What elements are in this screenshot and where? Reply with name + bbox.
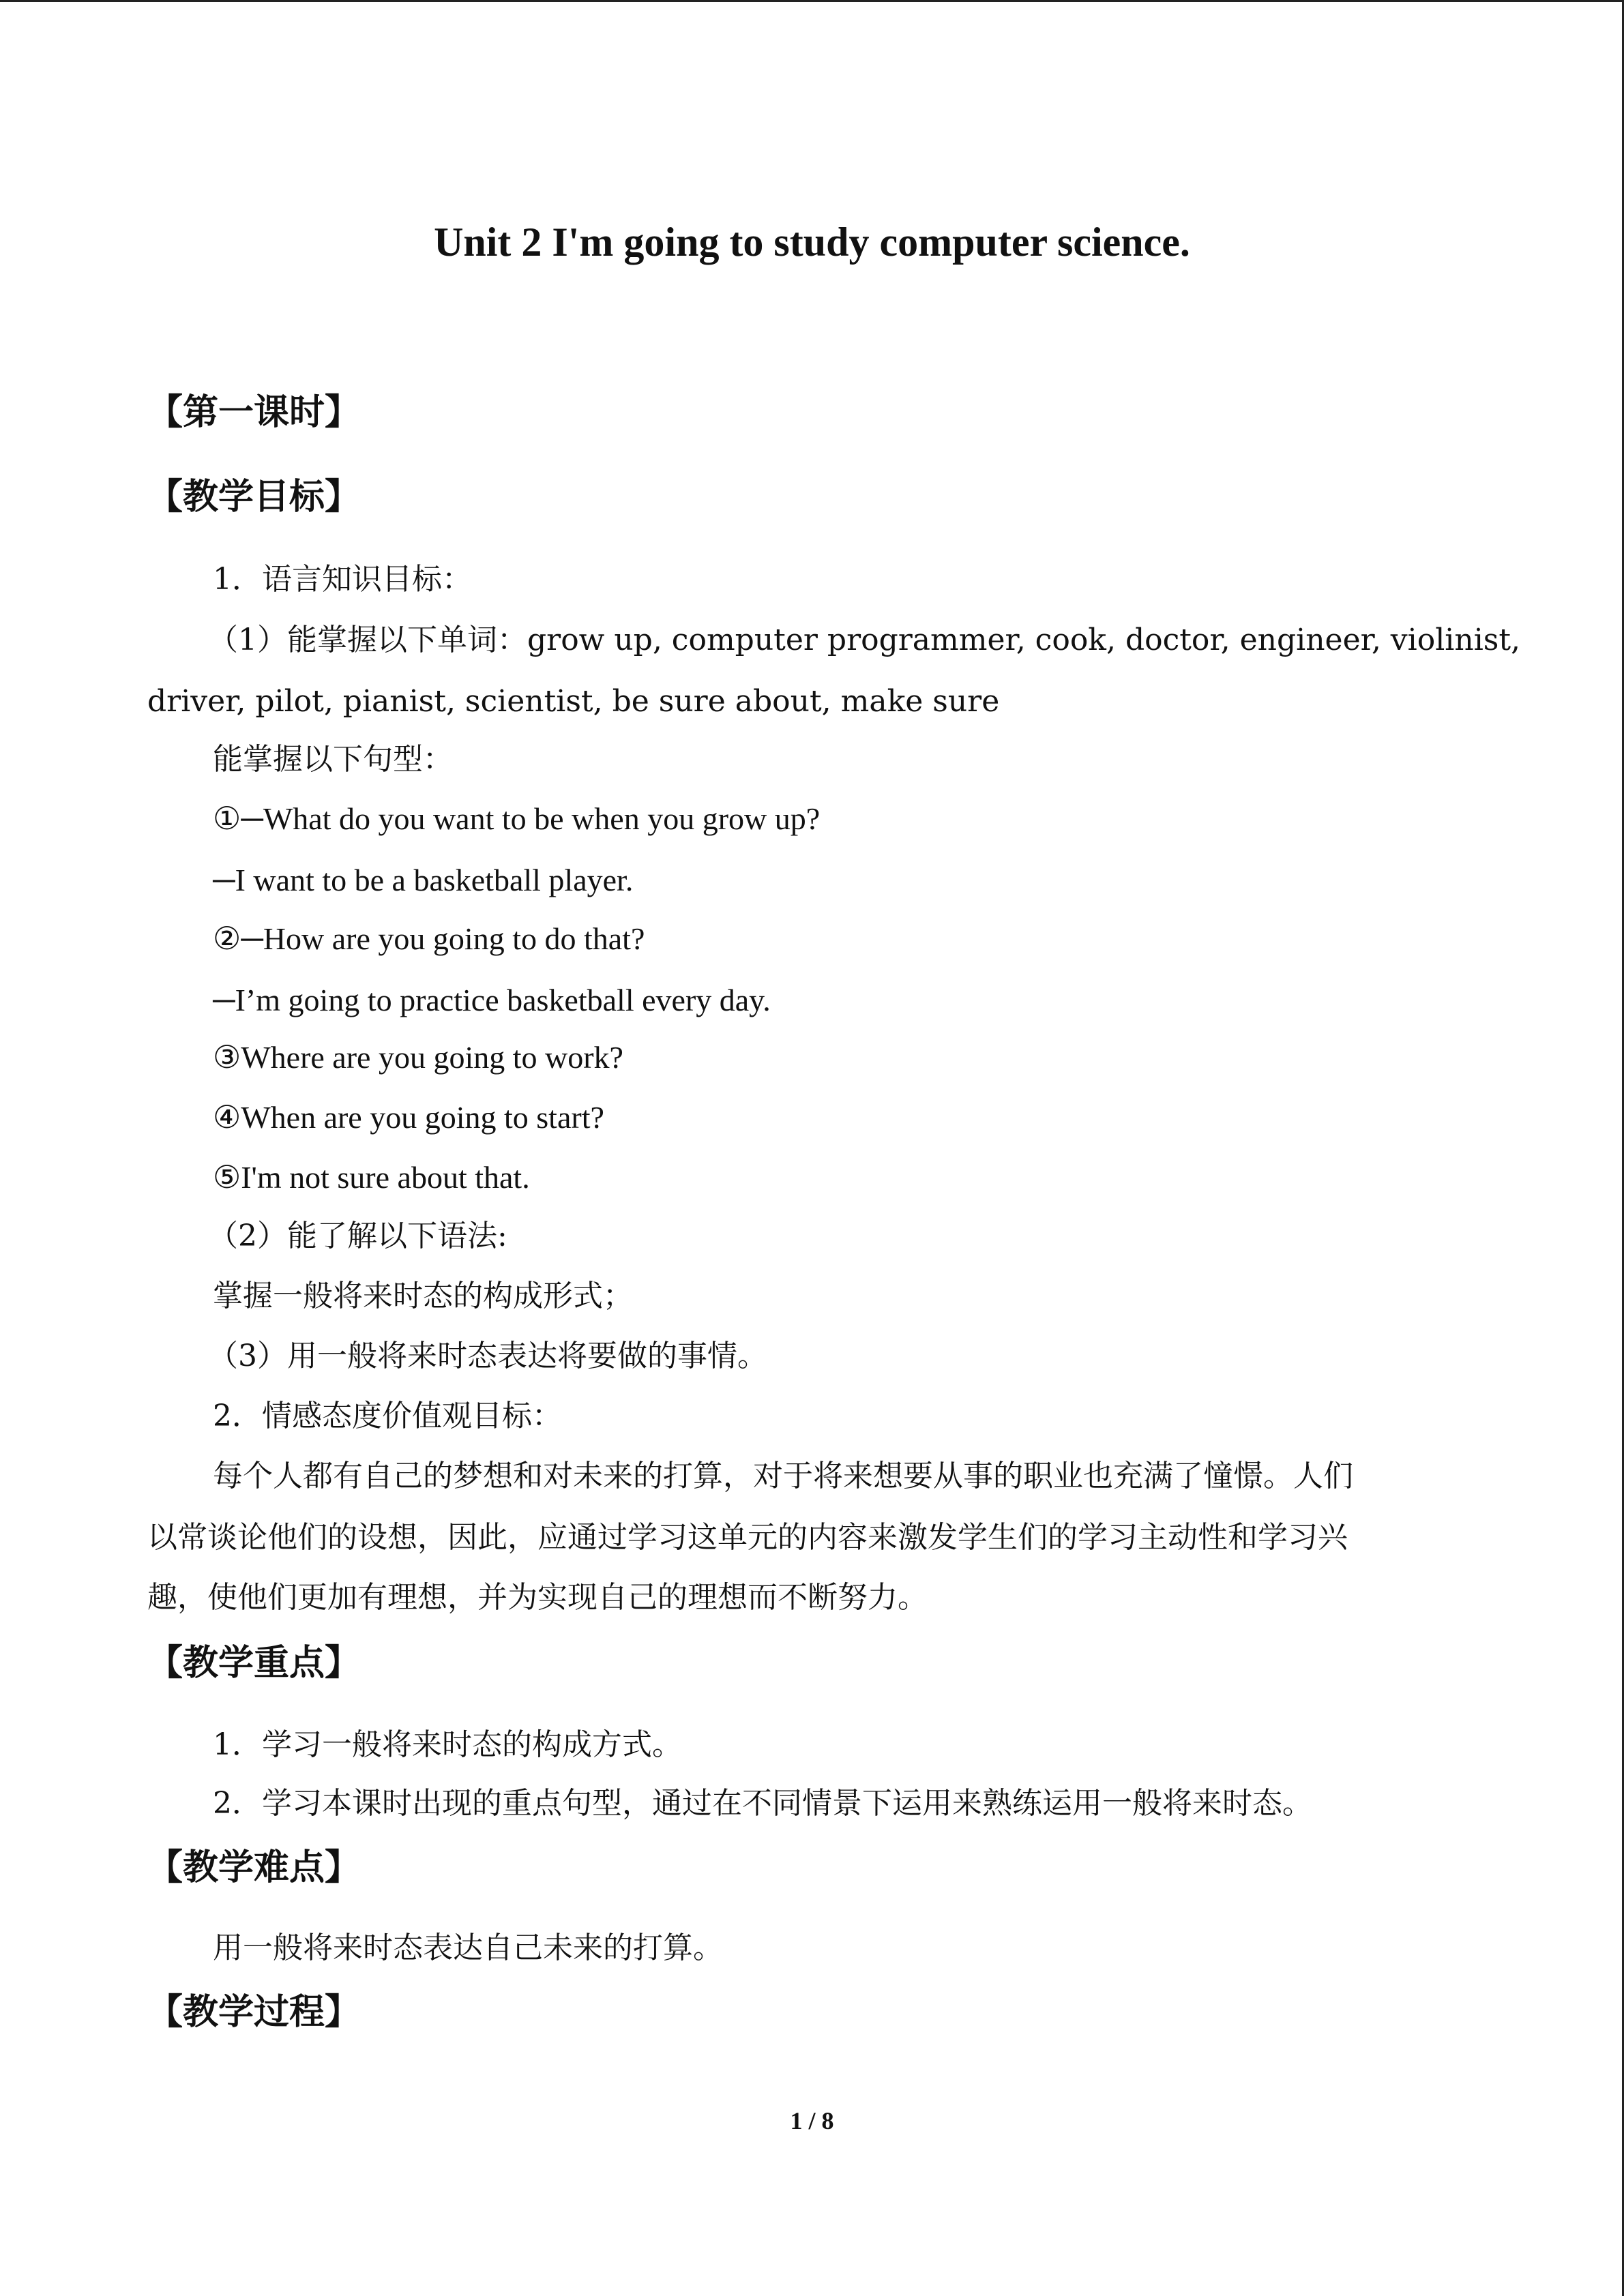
objective-item2-label: 2．情感态度价值观目标： (213, 1399, 562, 1433)
heading-lesson: 【第一课时】 (147, 392, 361, 433)
document-title: Unit 2 I'm going to study computer science. (434, 220, 1190, 265)
objective-item1-label: 1．语言知识目标： (213, 562, 472, 597)
sentence-line: ⑤I'm not sure about that. (213, 1160, 530, 1195)
sentence-line: ─I’m going to practice basketball every day. (213, 983, 771, 1017)
key-point-item: 2．学习本课时出现的重点句型，通过在不同情景下运用来熟练运用一般将来时态。 (213, 1786, 1312, 1821)
sentence-line: ②─How are you going to do that? (213, 921, 645, 956)
heading-key-points: 【教学重点】 (147, 1643, 361, 1684)
usage-line: （3）用一般将来时态表达将要做的事情。 (208, 1339, 767, 1373)
heading-process: 【教学过程】 (147, 1992, 361, 2033)
sentence-line: ─I want to be a basketball player. (213, 863, 634, 897)
emotion-paragraph-line: 每个人都有自己的梦想和对未来的打算，对于将来想要从事的职业也充满了憧憬。人们 (213, 1459, 1353, 1493)
sentence-line: ③Where are you going to work? (213, 1040, 623, 1075)
emotion-paragraph-line: 以常谈论他们的设想，因此，应通过学习这单元的内容来激发学生们的学习主动性和学习兴 (147, 1520, 1348, 1555)
sentence-intro: 能掌握以下句型： (213, 742, 453, 777)
emotion-paragraph-line: 趣，使他们更加有理想，并为实现自己的理想而不断努力。 (147, 1580, 928, 1615)
sentence-line: ①─What do you want to be when you grow up? (213, 801, 821, 836)
page-number: 1 / 8 (790, 2107, 834, 2134)
sentence-line: ④When are you going to start? (213, 1100, 604, 1135)
key-point-item: 1．学习一般将来时态的构成方式。 (213, 1727, 682, 1762)
grammar-label: （2）能了解以下语法: (208, 1219, 507, 1253)
vocab-line-2: driver, pilot, pianist, scientist, be sure about, make sure (147, 684, 1000, 719)
vocab-line-1: （1）能掌握以下单词：grow up, computer programmer, cook, doctor, engineer, violinist, (208, 623, 1521, 657)
difficulty-item: 用一般将来时态表达自己未来的打算。 (213, 1930, 723, 1965)
grammar-line: 掌握一般将来时态的构成形式； (213, 1279, 633, 1313)
heading-objectives: 【教学目标】 (147, 477, 361, 518)
heading-difficulties: 【教学难点】 (147, 1847, 361, 1888)
